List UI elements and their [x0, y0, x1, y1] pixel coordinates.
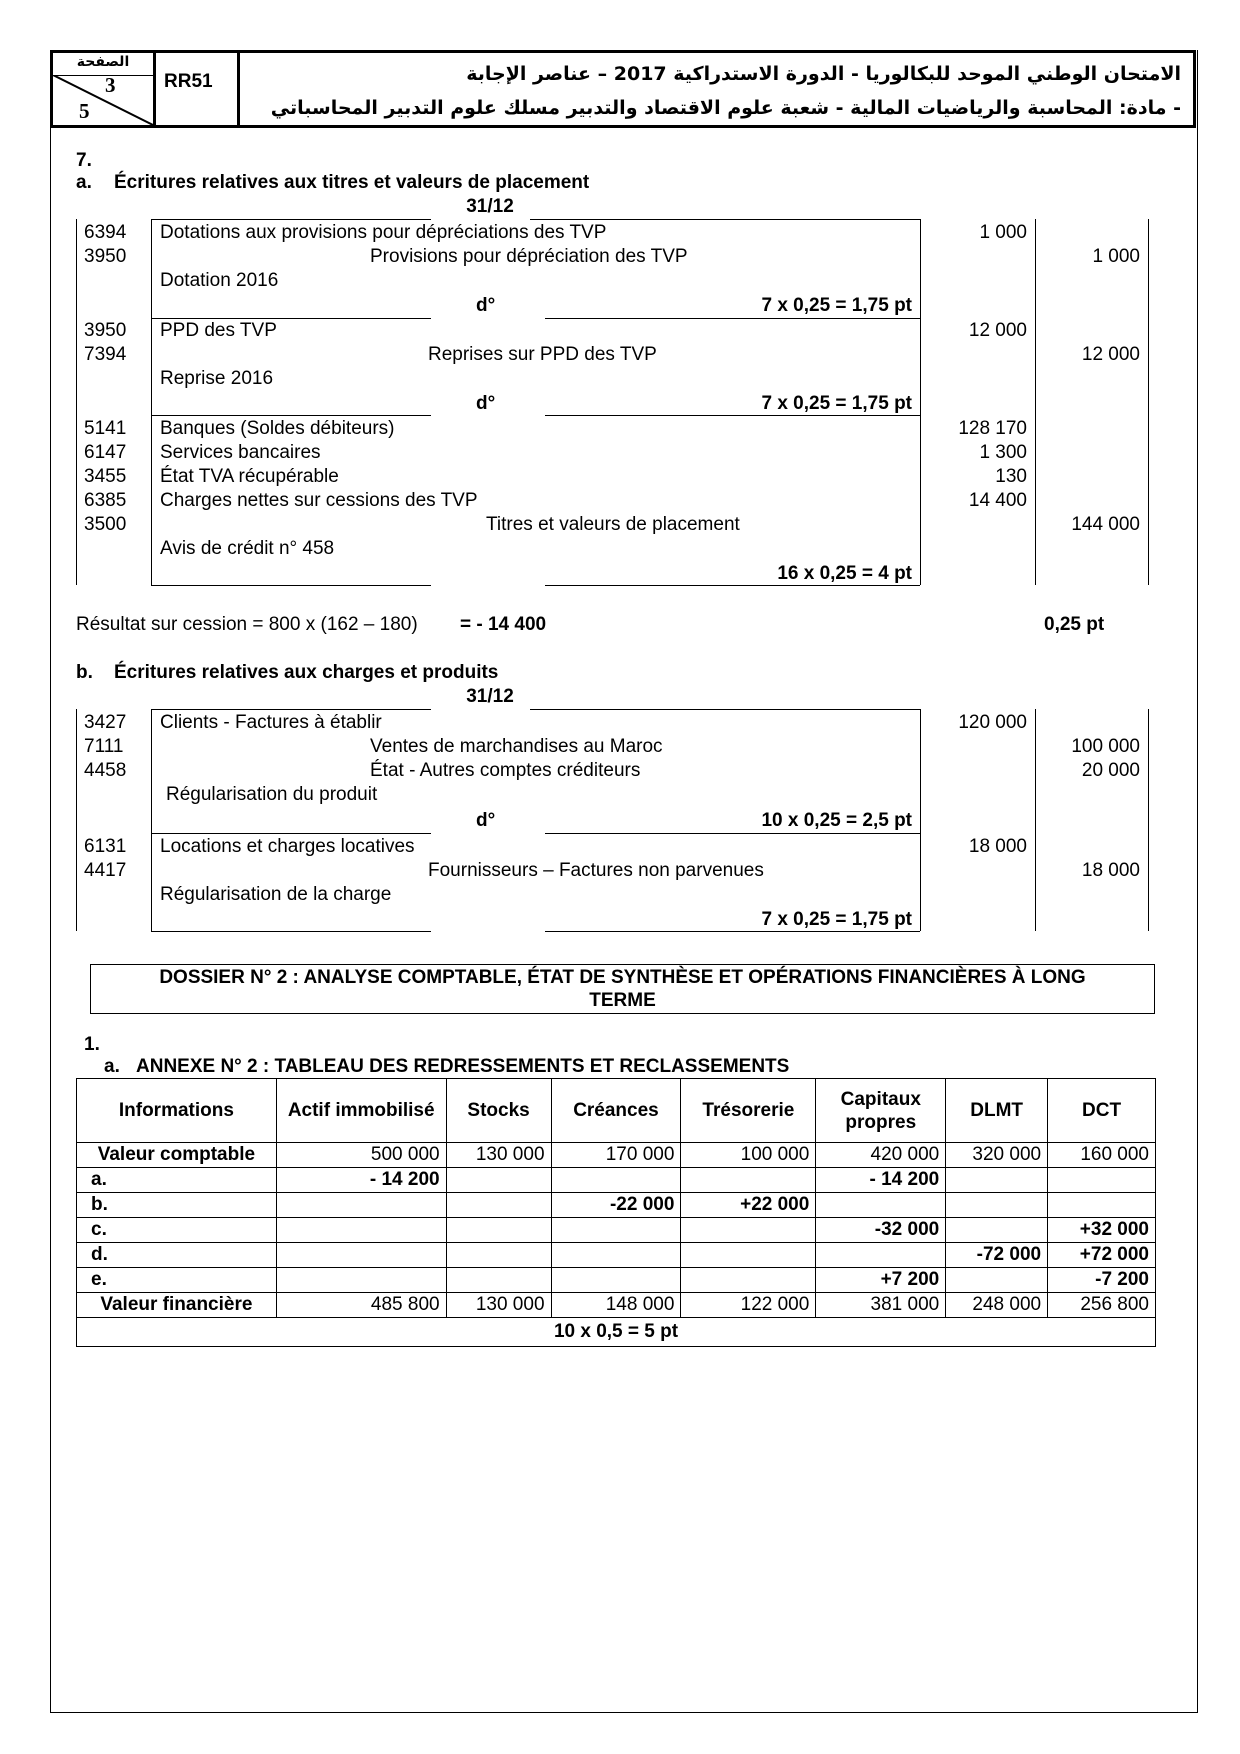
table-cell — [816, 1243, 946, 1268]
journal-rule — [545, 833, 920, 834]
table-cell: 381 000 — [816, 1293, 946, 1318]
entry-label: Fournisseurs – Factures non parvenues — [428, 860, 764, 881]
account-number: 6385 — [84, 490, 127, 511]
entry-label: Locations et charges locatives — [160, 836, 415, 857]
table-cell: 500 000 — [276, 1143, 446, 1168]
table-cell — [681, 1243, 816, 1268]
column-header: Trésorerie — [681, 1079, 816, 1143]
table-header-row — [77, 1079, 1156, 1143]
entry-label: Régularisation du produit — [166, 784, 378, 805]
entry-label: Banques (Soldes débiteurs) — [160, 418, 395, 439]
table-cell — [276, 1243, 446, 1268]
table-cell — [551, 1243, 681, 1268]
table-cell — [946, 1268, 1048, 1293]
score-label: 7 x 0,25 = 1,75 pt — [761, 393, 912, 414]
table-cell — [276, 1218, 446, 1243]
exam-title-line1: الامتحان الوطني الموحد للبكالوريا - الدورة الاستدراكية 2017 – عناصر الإجابة — [466, 63, 1181, 85]
dossier-2-title-line2: TERME — [589, 990, 656, 1011]
table-cell: +22 000 — [681, 1193, 816, 1218]
table-row — [77, 1243, 1156, 1268]
entry-label: PPD des TVP — [160, 320, 277, 341]
table-cell — [446, 1268, 551, 1293]
journal-rule — [920, 219, 921, 585]
journal-rule — [1148, 709, 1149, 931]
column-header: Capitaux propres — [816, 1079, 946, 1143]
exam-header — [50, 50, 1196, 128]
part-a-title: Écritures relatives aux titres et valeurs de placement — [114, 172, 590, 193]
question-number: 7. — [76, 150, 92, 171]
result-value: = - 14 400 — [460, 614, 547, 635]
table-cell: 130 000 — [446, 1293, 551, 1318]
table-cell: 320 000 — [946, 1143, 1048, 1168]
debit-amount: 12 000 — [968, 320, 1027, 341]
table-cell: -7 200 — [1048, 1268, 1156, 1293]
credit-amount: 100 000 — [1071, 736, 1140, 757]
journal-rule — [530, 219, 920, 220]
journal-rule — [151, 219, 152, 585]
table-score-row — [77, 1318, 1156, 1347]
page-label: الصفحة — [53, 54, 153, 76]
account-number: 5141 — [84, 418, 127, 439]
row-label: e. — [77, 1268, 277, 1293]
entry-label: État TVA récupérable — [160, 466, 339, 487]
entry-label: Reprise 2016 — [160, 368, 274, 389]
entry-label: Clients - Factures à établir — [160, 712, 382, 733]
row-label: Valeur comptable — [77, 1143, 277, 1168]
table-cell: 420 000 — [816, 1143, 946, 1168]
column-header: Créances — [551, 1079, 681, 1143]
table-cell: - 14 200 — [816, 1168, 946, 1193]
row-label: a. — [77, 1168, 277, 1193]
journal-rule — [920, 709, 921, 931]
dossier-2-title-line1: DOSSIER N° 2 : ANALYSE COMPTABLE, ÉTAT DE SYNTHÈSE ET OPÉRATIONS FINANCIÈRES À LONG — [159, 967, 1086, 988]
debit-amount: 120 000 — [958, 712, 1027, 733]
result-formula: Résultat sur cession = 800 x (162 – 180) — [76, 614, 418, 635]
account-number: 7111 — [84, 736, 124, 757]
table-cell — [946, 1168, 1048, 1193]
account-number: 4417 — [84, 860, 127, 881]
journal-rule — [76, 709, 77, 931]
journal-rule — [76, 219, 77, 585]
page-total: 5 — [79, 99, 90, 123]
column-header: Actif immobilisé — [276, 1079, 446, 1143]
row-label: c. — [77, 1218, 277, 1243]
table-cell — [551, 1168, 681, 1193]
table-cell — [446, 1218, 551, 1243]
entry-label: Ventes de marchandises au Maroc — [370, 736, 663, 757]
table-cell: +72 000 — [1048, 1243, 1156, 1268]
column-header: DCT — [1048, 1079, 1156, 1143]
journal-rule — [151, 931, 431, 932]
table-cell — [446, 1193, 551, 1218]
table-row — [77, 1143, 1156, 1168]
table-cell — [946, 1218, 1048, 1243]
table-cell: 485 800 — [276, 1293, 446, 1318]
entry-label: Reprises sur PPD des TVP — [428, 344, 657, 365]
table-cell: +32 000 — [1048, 1218, 1156, 1243]
part-a-letter: a. — [76, 172, 92, 193]
score-label: 16 x 0,25 = 4 pt — [777, 563, 912, 584]
entry-label: Avis de crédit n° 458 — [160, 538, 335, 559]
entry-label: Régularisation de la charge — [160, 884, 392, 905]
page-number-box — [53, 53, 156, 125]
table-cell — [276, 1268, 446, 1293]
ditto-mark: d° — [476, 810, 496, 831]
page-current: 3 — [105, 73, 116, 97]
table-row — [77, 1193, 1156, 1218]
table-row — [77, 1168, 1156, 1193]
credit-amount: 18 000 — [1081, 860, 1140, 881]
table-cell — [551, 1268, 681, 1293]
journal-b-date: 31/12 — [466, 686, 514, 707]
table-cell — [446, 1243, 551, 1268]
account-number: 3500 — [84, 514, 127, 535]
entry-label: Provisions pour dépréciation des TVP — [370, 246, 688, 267]
table-cell — [816, 1193, 946, 1218]
journal-rule — [151, 833, 431, 834]
table-cell — [446, 1168, 551, 1193]
debit-amount: 18 000 — [968, 836, 1027, 857]
table-cell — [681, 1168, 816, 1193]
table-cell: 170 000 — [551, 1143, 681, 1168]
row-label: b. — [77, 1193, 277, 1218]
table-cell: 248 000 — [946, 1293, 1048, 1318]
entry-label: État - Autres comptes créditeurs — [370, 760, 641, 781]
journal-a-date: 31/12 — [466, 196, 514, 217]
table-cell — [1048, 1193, 1156, 1218]
journal-rule — [151, 415, 431, 416]
credit-amount: 144 000 — [1071, 514, 1140, 535]
table-cell — [276, 1193, 446, 1218]
column-header: Stocks — [446, 1079, 551, 1143]
table-row — [77, 1293, 1156, 1318]
score-label: 7 x 0,25 = 1,75 pt — [761, 909, 912, 930]
column-header: DLMT — [946, 1079, 1048, 1143]
dossier-2-title-box — [90, 964, 1155, 1014]
restatement-table — [76, 1078, 1156, 1347]
exam-title-line2: - مادة: المحاسبة والرياضيات المالية - شعبة علوم الاقتصاد والتدبير مسلك علوم التدبير المحاسباتي — [270, 97, 1181, 119]
account-number: 7394 — [84, 344, 127, 365]
entry-label: Dotations aux provisions pour dépréciations des TVP — [160, 222, 607, 243]
table-cell: 148 000 — [551, 1293, 681, 1318]
table-score: 10 x 0,5 = 5 pt — [77, 1318, 1156, 1347]
table-cell: 100 000 — [681, 1143, 816, 1168]
entry-label: Services bancaires — [160, 442, 321, 463]
entry-label: Dotation 2016 — [160, 270, 279, 291]
account-number: 3950 — [84, 246, 127, 267]
table-cell: -22 000 — [551, 1193, 681, 1218]
debit-amount: 130 — [995, 466, 1027, 487]
journal-rule — [151, 219, 431, 220]
journal-rule — [545, 585, 920, 586]
result-score: 0,25 pt — [1044, 614, 1105, 635]
exam-code: RR51 — [156, 53, 240, 125]
credit-amount: 20 000 — [1081, 760, 1140, 781]
table-row — [77, 1218, 1156, 1243]
account-number: 3427 — [84, 712, 127, 733]
table-cell — [1048, 1168, 1156, 1193]
account-number: 6394 — [84, 222, 127, 243]
entry-label: Charges nettes sur cessions des TVP — [160, 490, 478, 511]
journal-rule — [545, 415, 920, 416]
journal-rule — [151, 709, 431, 710]
account-number: 6147 — [84, 442, 127, 463]
account-number: 3455 — [84, 466, 127, 487]
table-cell: -32 000 — [816, 1218, 946, 1243]
table-row — [77, 1268, 1156, 1293]
part-b-title: Écritures relatives aux charges et produits — [114, 662, 499, 683]
debit-amount: 1 300 — [979, 442, 1027, 463]
journal-rule — [151, 318, 431, 319]
table-cell: 256 800 — [1048, 1293, 1156, 1318]
table-cell — [551, 1218, 681, 1243]
debit-amount: 14 400 — [968, 490, 1027, 511]
ditto-mark: d° — [476, 295, 496, 316]
table-cell: 160 000 — [1048, 1143, 1156, 1168]
journal-rule — [151, 709, 152, 931]
credit-amount: 1 000 — [1092, 246, 1140, 267]
row-label: Valeur financière — [77, 1293, 277, 1318]
journal-rule — [151, 585, 431, 586]
table-cell: 130 000 — [446, 1143, 551, 1168]
ditto-mark: d° — [476, 393, 496, 414]
journal-rule — [530, 709, 920, 710]
account-number: 4458 — [84, 760, 127, 781]
part-b-letter: b. — [76, 662, 93, 683]
debit-amount: 128 170 — [958, 418, 1027, 439]
table-cell — [681, 1268, 816, 1293]
account-number: 6131 — [84, 836, 127, 857]
score-label: 7 x 0,25 = 1,75 pt — [761, 295, 912, 316]
table-cell: +7 200 — [816, 1268, 946, 1293]
score-label: 10 x 0,25 = 2,5 pt — [761, 810, 912, 831]
table-cell — [946, 1193, 1048, 1218]
account-number: 3950 — [84, 320, 127, 341]
exam-title — [240, 53, 1193, 125]
annex-title: ANNEXE N° 2 : TABLEAU DES REDRESSEMENTS ET RECLASSEMENTS — [136, 1056, 790, 1077]
column-header: Informations — [77, 1079, 277, 1143]
page-divider-diagonal — [53, 75, 153, 125]
table-cell — [681, 1218, 816, 1243]
journal-rule — [545, 318, 920, 319]
table-cell: -72 000 — [946, 1243, 1048, 1268]
table-cell: 122 000 — [681, 1293, 816, 1318]
dossier-2-question-number: 1. — [84, 1034, 100, 1055]
row-label: d. — [77, 1243, 277, 1268]
journal-rule — [545, 931, 920, 932]
journal-rule — [1148, 219, 1149, 585]
credit-amount: 12 000 — [1081, 344, 1140, 365]
entry-label: Titres et valeurs de placement — [486, 514, 740, 535]
debit-amount: 1 000 — [979, 222, 1027, 243]
annex-letter: a. — [104, 1056, 120, 1077]
table-cell: - 14 200 — [276, 1168, 446, 1193]
